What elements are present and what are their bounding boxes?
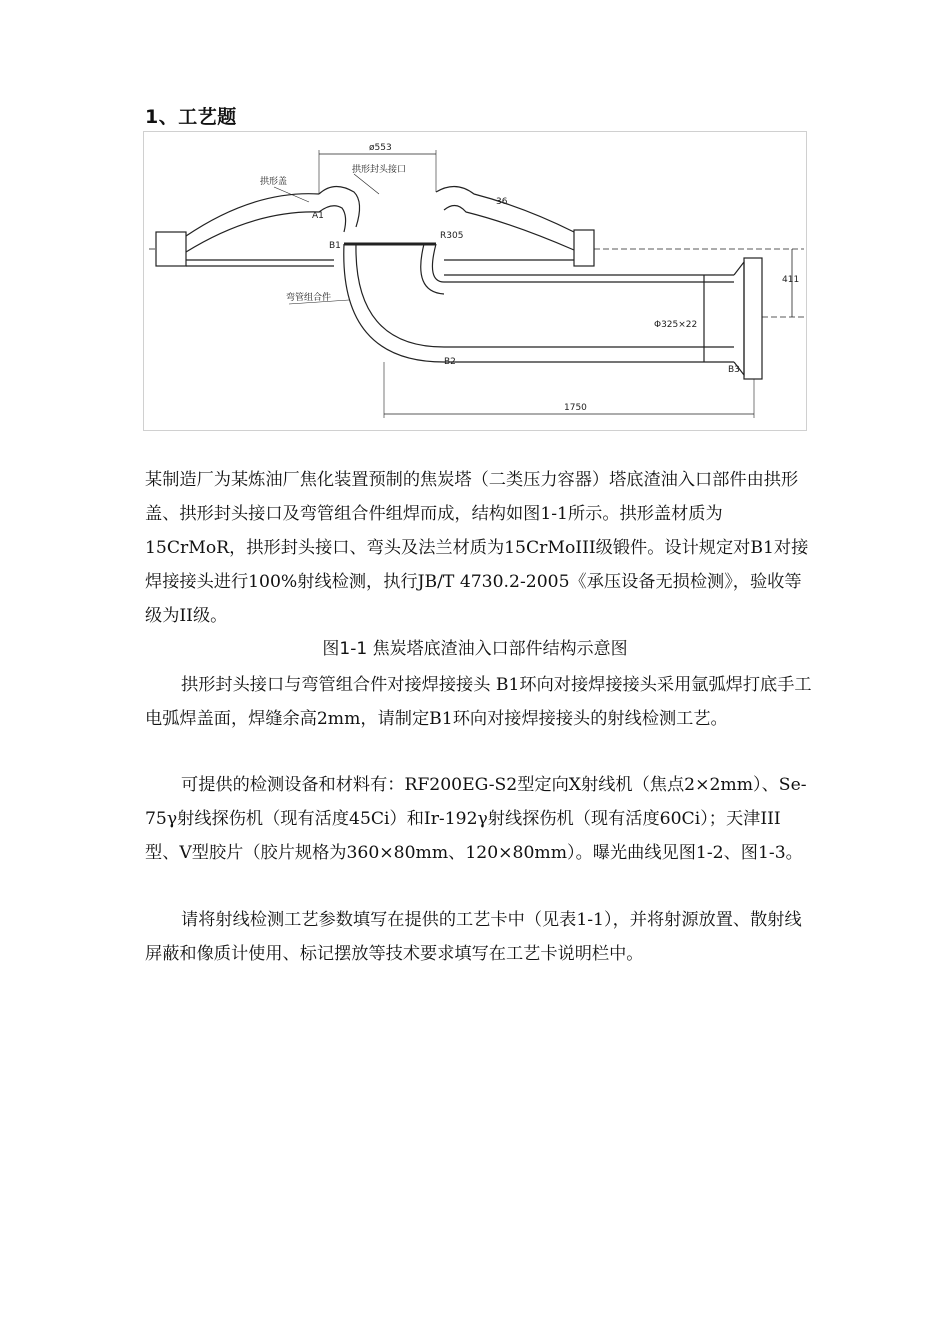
end-flange [744, 258, 762, 379]
paragraph-equipment [145, 768, 815, 870]
radius-label: R305 [440, 231, 464, 241]
arch-cover-outer [186, 194, 319, 236]
section-heading: 1、工艺题 [145, 106, 237, 128]
elbow-inner [432, 244, 444, 282]
arch-head-nozzle-label: 拱形封头接口 [352, 165, 407, 175]
paragraph-instructions [145, 903, 815, 971]
diagram-svg [144, 132, 806, 430]
height-dim-label: 411 [782, 275, 800, 285]
paragraph-4-text: 请将射线检测工艺参数填写在提供的工艺卡中（见表1-1），并将射源放置、散射线屏蔽和像质计使用、标记摆放等技术要求填写在工艺卡说明栏中。 [145, 910, 802, 964]
b1-label: B1 [329, 241, 341, 251]
arch-cover-label: 拱形盖 [260, 177, 288, 187]
length-dim-label: 1750 [564, 403, 587, 413]
b3-label: B3 [728, 365, 740, 375]
nozzle-right [436, 186, 574, 232]
elbow-outer [344, 244, 444, 362]
paragraph-weld-description [145, 668, 815, 736]
paragraph-3-text: 可提供的检测设备和材料有：RF200EG-S2型定向X射线机（焦点2×2mm）、Se-75γ射线探伤机（现有活度45Ci）和Ir-192γ射线探伤机（现有活度60Ci）；天津III型、V型胶片（胶片规格为360×80mm、120×80mm）。曝光曲线见图1-2、图1-3。 [145, 775, 807, 863]
arch-cover-inner [186, 212, 319, 252]
right-flange [574, 230, 594, 266]
paragraph-1-text: 某制造厂为某炼油厂焦化装置预制的焦炭塔（二类压力容器）塔底渣油入口部件由拱形盖、拱形封头接口及弯管组合件组焊而成，结构如图1-1所示。拱形盖材质为15CrMoR，拱形封头接口、弯头及法兰材质为15CrMoIII级锻件。设计规定对B1对接焊接接头进行100%射线检测，执行JB/T 4730.2-2005《承压设备无损检测》，验收等级为II级。 [145, 470, 809, 626]
paragraph-problem-statement [145, 463, 815, 633]
paragraph-2-text: 拱形封头接口与弯管组合件对接焊接接头 B1环向对接焊接接头采用氩弧焊打底手工电弧焊盖面，焊缝余高2mm，请制定B1环向对接焊接接头的射线检测工艺。 [145, 675, 812, 729]
pipe-dim-label: Φ325×22 [654, 320, 698, 330]
dim-top-label: ø553 [369, 143, 392, 153]
figure-caption: 图1-1 焦炭塔底渣油入口部件结构示意图 [322, 639, 628, 659]
b2-label: B2 [444, 357, 456, 367]
thickness-label: 36 [496, 197, 508, 207]
left-flange [156, 232, 186, 266]
structure-diagram [143, 131, 807, 431]
a1-label: A1 [312, 211, 324, 221]
elbow-assembly-label: 弯管组合件 [286, 293, 332, 303]
